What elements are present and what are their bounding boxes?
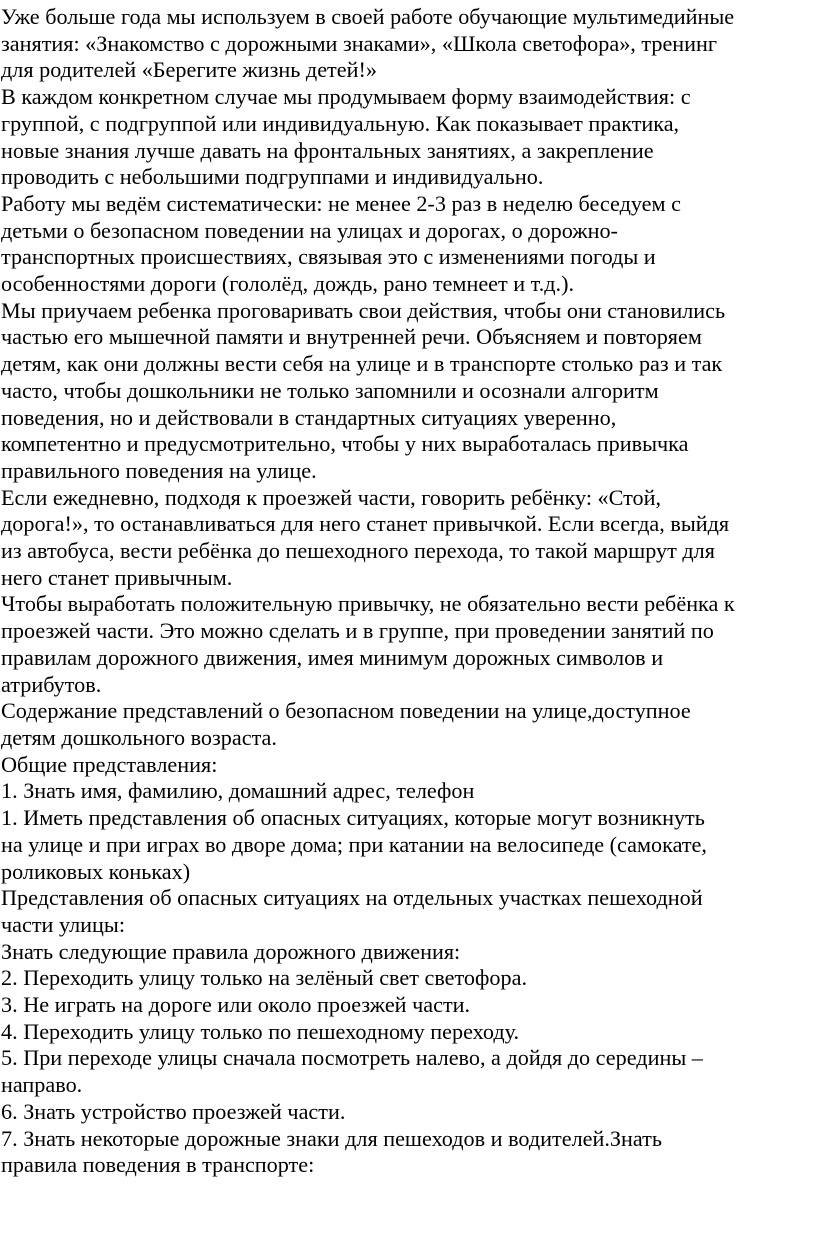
text-line: 7. Знать некоторые дорожные знаки для пешеходов и водителей.Знать <box>1 1125 662 1151</box>
paragraph-rules-heading <box>1 939 816 966</box>
list-item <box>1 1099 816 1126</box>
paragraph-daily-example <box>1 485 816 592</box>
text-line: на улице и при играх во дворе дома; при катании на велосипеде (самокате, <box>1 831 707 857</box>
text-line: детям, как они должны вести себя на улице и в транспорте столько раз и так <box>1 351 723 377</box>
list-item <box>1 1045 816 1098</box>
text-line: из автобуса, вести ребёнка до пешеходного перехода, то такой маршрут для <box>1 538 715 564</box>
text-line: В каждом конкретном случае мы продумываем форму взаимодействия: с <box>1 84 691 110</box>
text-line: частью его мышечной памяти и внутренней речи. Объясняем и повторяем <box>1 324 702 350</box>
text-line: атрибутов. <box>1 671 102 697</box>
text-line: правильного поведения на улице. <box>1 457 317 483</box>
paragraph-interaction-form <box>1 84 816 191</box>
text-line: правилам дорожного движения, имея минимум дорожных символов и <box>1 644 664 670</box>
text-line: 3. Не играть на дороге или около проезжей части. <box>1 992 471 1018</box>
text-line: поведения, но и действовали в стандартных ситуациях уверенно, <box>1 404 617 430</box>
text-line: 1. Иметь представления об опасных ситуациях, которые могут возникнуть <box>1 805 705 831</box>
text-line: 1. Знать имя, фамилию, домашний адрес, телефон <box>1 778 475 804</box>
list-item <box>1 1019 816 1046</box>
text-line: часто, чтобы дошкольники не только запомнили и осознали алгоритм <box>1 377 659 403</box>
text-line: Знать следующие правила дорожного движения: <box>1 938 461 964</box>
text-line: 6. Знать устройство проезжей части. <box>1 1098 346 1124</box>
text-line: части улицы: <box>1 911 125 937</box>
text-line: занятия: «Знакомство с дорожными знаками», «Школа светофора», тренинг <box>1 30 718 56</box>
text-line: 5. При переходе улицы сначала посмотреть налево, а дойдя до середины – <box>1 1045 703 1071</box>
list-item <box>1 965 816 992</box>
text-line: проводить с небольшими подгруппами и индивидуально. <box>1 164 544 190</box>
paragraph-content-heading <box>1 698 816 751</box>
text-line: Чтобы выработать положительную привычку, не обязательно вести ребёнка к <box>1 591 735 617</box>
list-item <box>1 992 816 1019</box>
text-line: роликовых коньках) <box>1 858 191 884</box>
text-line: Представления об опасных ситуациях на отдельных участках пешеходной <box>1 885 703 911</box>
text-line: Работу мы ведём систематически: не менее 2-3 раз в неделю беседуем с <box>1 190 681 216</box>
text-line: дорога!», то останавливаться для него станет привычкой. Если всегда, выйдя <box>1 511 730 537</box>
text-line: направо. <box>1 1072 83 1098</box>
paragraph-systematic-work <box>1 191 816 298</box>
text-line: Общие представления: <box>1 751 218 777</box>
paragraph-general-heading <box>1 752 816 779</box>
text-line: проезжей части. Это можно сделать и в группе, при проведении занятий по <box>1 618 714 644</box>
text-line: для родителей «Берегите жизнь детей!» <box>1 57 377 83</box>
list-item <box>1 805 816 885</box>
text-line: него станет привычным. <box>1 564 233 590</box>
text-line: Уже больше года мы используем в своей работе обучающие мультимедийные <box>1 4 735 29</box>
text-line: детям дошкольного возраста. <box>1 724 277 750</box>
text-line: детьми о безопасном поведении на улицах и дорогах, о дорожно- <box>1 217 618 243</box>
text-line: группой, с подгруппой или индивидуальную. Как показывает практика, <box>1 110 680 136</box>
text-line: 4. Переходить улицу только по пешеходному переходу. <box>1 1018 520 1044</box>
list-item <box>1 1126 816 1179</box>
list-item <box>1 778 816 805</box>
text-line: 2. Переходить улицу только на зелёный свет светофора. <box>1 965 527 991</box>
text-line: Если ежедневно, подходя к проезжей части, говорить ребёнку: «Стой, <box>1 484 662 510</box>
text-line: Мы приучаем ребенка проговаривать свои действия, чтобы они становились <box>1 297 726 323</box>
paragraph-dangerous-situations <box>1 885 816 938</box>
paragraph-habits <box>1 298 816 485</box>
text-line: новые знания лучше давать на фронтальных занятиях, а закрепление <box>1 137 654 163</box>
text-line: компетентно и предусмотрительно, чтобы у них выработалась привычка <box>1 431 689 457</box>
text-line: Содержание представлений о безопасном поведении на улице,доступное <box>1 698 691 724</box>
paragraph-intro <box>1 4 816 84</box>
text-line: особенностями дороги (гололёд, дождь, рано темнеет и т.д.). <box>1 271 575 297</box>
text-line: правила поведения в транспорте: <box>1 1152 315 1178</box>
text-line: транспортных происшествиях, связывая это с изменениями погоды и <box>1 244 656 270</box>
paragraph-group-practice <box>1 591 816 698</box>
